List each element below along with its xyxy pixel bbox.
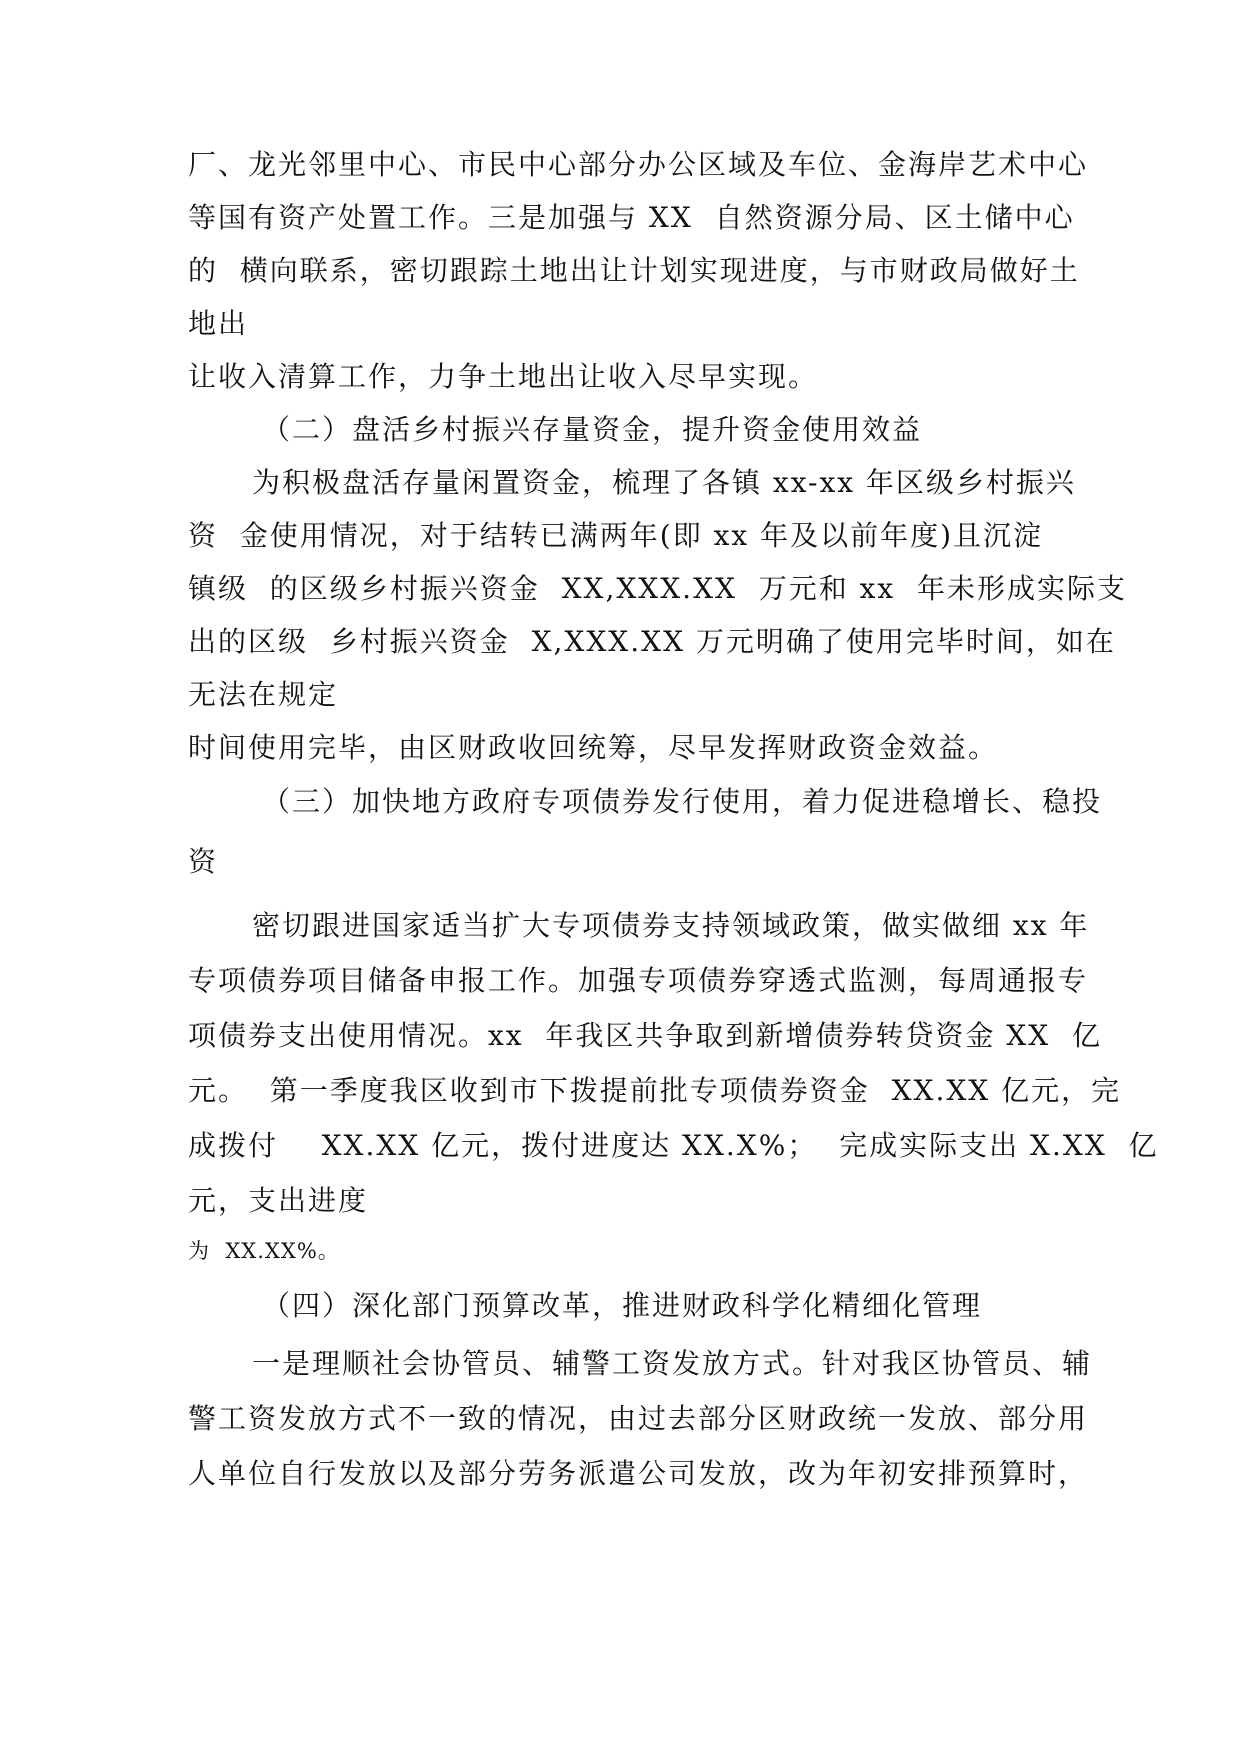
paragraph-line: 警工资发放方式不一致的情况，由过去部分区财政统一发放、部分用 xyxy=(188,1402,1089,1435)
paragraph-line: 无法在规定 xyxy=(188,678,339,711)
paragraph-line: 资 金使用情况，对于结转已满两年(即 xx 年及以前年度)且沉淀 xyxy=(188,519,1044,552)
paragraph-line: 为 XX.XX%。 xyxy=(188,1239,340,1263)
section-heading: （四）深化部门预算改革，推进财政科学化精细化管理 xyxy=(262,1289,983,1322)
paragraph-line: 项债券支出使用情况。xx 年我区共争取到新增债券转贷资金 XX 亿 xyxy=(188,1019,1102,1052)
section-heading-continuation: 资 xyxy=(188,845,219,878)
paragraph-line: 的 横向联系，密切跟踪土地出让计划实现进度，与市财政局做好土 xyxy=(188,254,1080,287)
paragraph-line: 地出 xyxy=(188,307,249,340)
paragraph-line: 人单位自行发放以及部分劳务派遣公司发放，改为年初安排预算时， xyxy=(188,1457,1089,1490)
paragraph-line: 专项债券项目储备申报工作。加强专项债券穿透式监测，每周通报专 xyxy=(188,964,1089,997)
section-heading: （三）加快地方政府专项债券发行使用，着力促进稳增长、稳投 xyxy=(262,785,1103,818)
paragraph-line: 厂、龙光邻里中心、市民中心部分办公区域及车位、金海岸艺术中心 xyxy=(188,148,1089,181)
section-heading: （二）盘活乡村振兴存量资金，提升资金使用效益 xyxy=(262,413,923,446)
paragraph-line: 时间使用完毕，由区财政收回统筹，尽早发挥财政资金效益。 xyxy=(188,731,999,764)
paragraph-line: 元，支出进度 xyxy=(188,1184,369,1217)
paragraph-line: 让收入清算工作，力争土地出让收入尽早实现。 xyxy=(188,360,819,393)
paragraph-line: 密切跟进国家适当扩大专项债券支持领域政策，做实做细 xx 年 xyxy=(252,909,1090,942)
paragraph-line: 出的区级 乡村振兴资金 X,XXX.XX 万元明确了使用完毕时间，如在 xyxy=(188,625,1116,658)
paragraph-line: 一是理顺社会协管员、辅警工资发放方式。针对我区协管员、辅 xyxy=(252,1347,1093,1380)
paragraph-line: 镇级 的区级乡村振兴资金 XX,XXX.XX 万元和 xx 年未形成实际支 xyxy=(188,572,1128,605)
paragraph-line: 元。 第一季度我区收到市下拨提前批专项债券资金 XX.XX 亿元，完 xyxy=(188,1074,1122,1107)
paragraph-line: 成拨付 XX.XX 亿元，拨付进度达 XX.X%； 完成实际支出 X.XX 亿 xyxy=(188,1129,1159,1162)
paragraph-line: 等国有资产处置工作。三是加强与 XX 自然资源分局、区土储中心 xyxy=(188,201,1075,234)
paragraph-line: 为积极盘活存量闲置资金，梳理了各镇 xx-xx 年区级乡村振兴 xyxy=(252,466,1076,499)
